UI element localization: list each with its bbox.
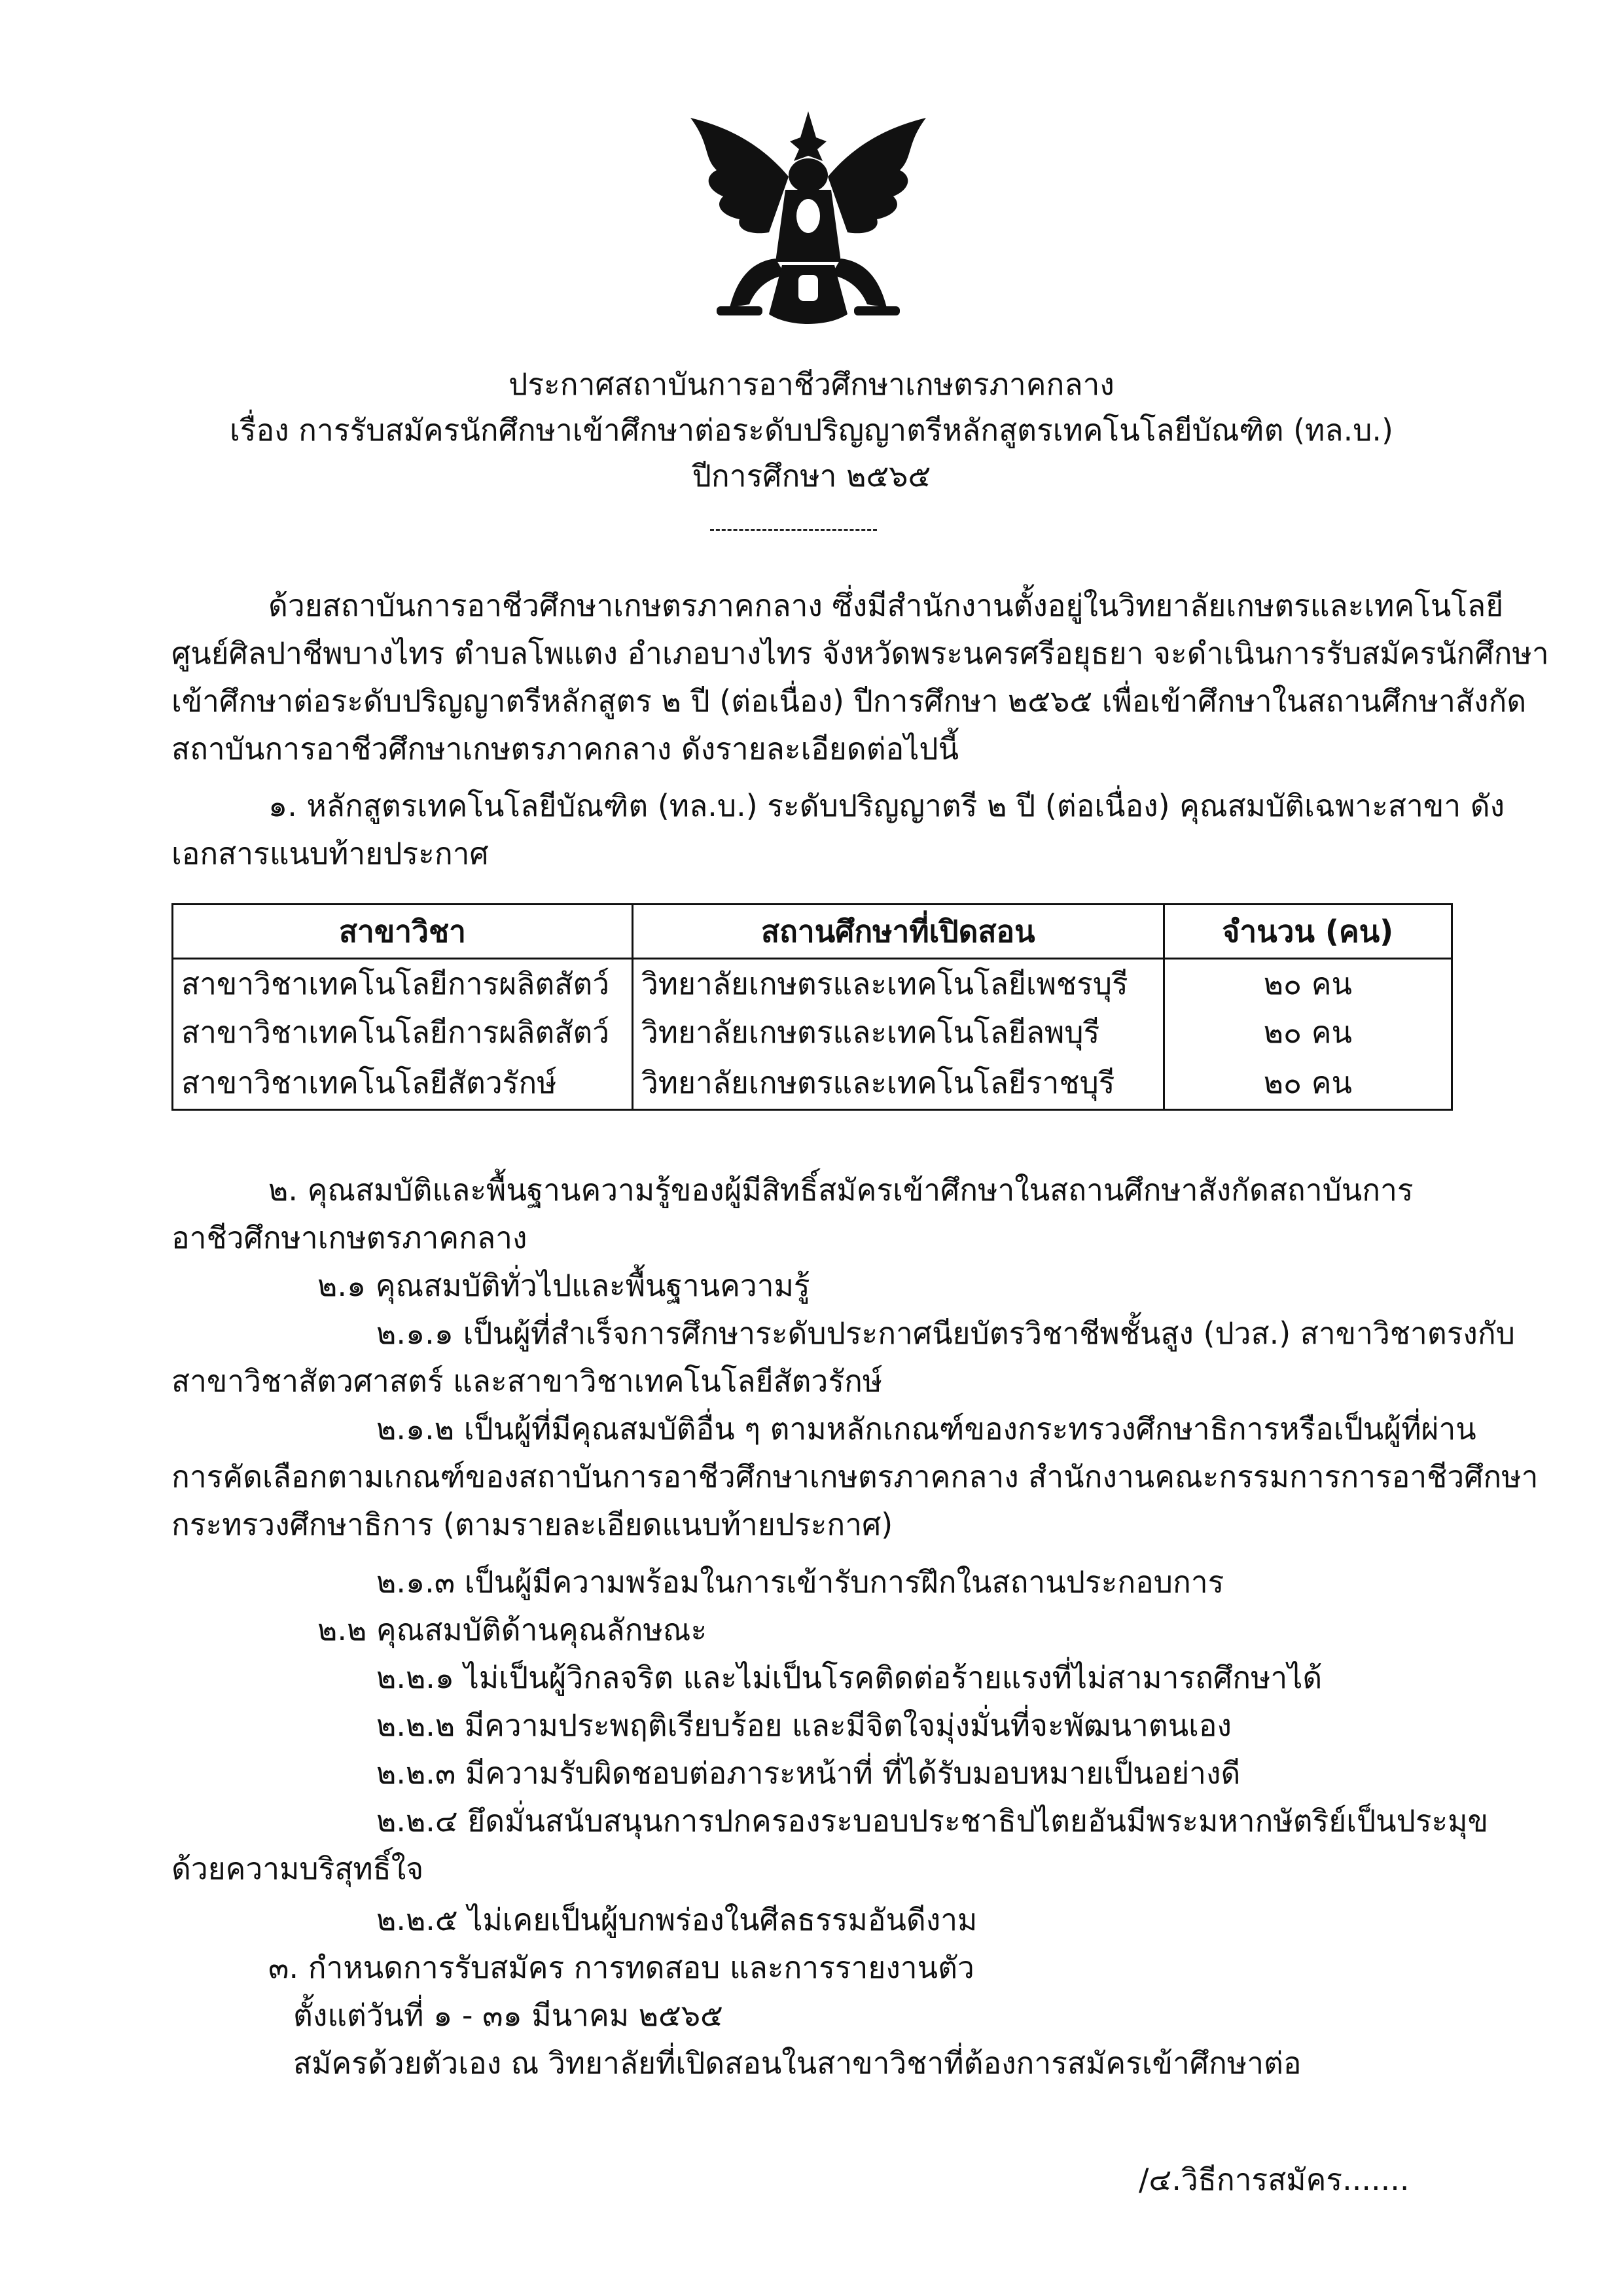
- continuation-note: /๔.วิธีการสมัคร.......: [1139, 2162, 1410, 2197]
- table-row: [173, 1008, 1452, 1056]
- section2-line: อาชีวศึกษาเกษตรภาคกลาง: [171, 1220, 527, 1255]
- item-line: ๒.๑.๓ เป็นผู้มีความพร้อมในการเข้ารับการฝึกในสถานประกอบการ: [376, 1564, 1224, 1600]
- application-dates: ตั้งแต่วันที่ ๑ - ๓๑ มีนาคม ๒๕๖๕: [293, 1998, 723, 2033]
- item-line: ๒.๒.๑ ไม่เป็นผู้วิกลจริต และไม่เป็นโรคติดต่อร้ายแรงที่ไม่สามารถศึกษาได้: [376, 1660, 1323, 1695]
- header-major: สาขาวิชา: [173, 905, 633, 959]
- subsection-heading: ๒.๒ คุณสมบัติด้านคุณลักษณะ: [317, 1612, 707, 1647]
- intro-line: ศูนย์ศิลปาชีพบางไทร ตำบลโพแตง อำเภอบางไทร จังหวัดพระนครศรีอยุธยา จะดำเนินการรับสมัครนักศึกษา: [171, 636, 1549, 671]
- cell-institution: วิทยาลัยเกษตรและเทคโนโลยีเพชรบุรี: [632, 959, 1164, 1009]
- cell-major: สาขาวิชาเทคโนโลยีสัตวรักษ์: [173, 1056, 633, 1110]
- item-line: การคัดเลือกตามเกณฑ์ของสถาบันการอาชีวศึกษาเกษตรภาคกลาง สำนักงานคณะกรรมการการอาชีวศึกษา: [171, 1459, 1539, 1494]
- cell-institution: วิทยาลัยเกษตรและเทคโนโลยีลพบุรี: [632, 1008, 1164, 1056]
- header-institution: สถานศึกษาที่เปิดสอน: [632, 905, 1164, 959]
- cell-quota: ๒๐ คน: [1164, 1056, 1452, 1110]
- item-line: ๒.๒.๔ ยึดมั่นสนับสนุนการปกครองระบอบประชาธิปไตยอันมีพระมหากษัตริย์เป็นประมุข: [376, 1803, 1489, 1839]
- item-line: ๒.๑.๑ เป็นผู้ที่สำเร็จการศึกษาระดับประกาศนียบัตรวิชาชีพชั้นสูง (ปวส.) สาขาวิชาตรงกับ: [376, 1316, 1515, 1351]
- header-quota: จำนวน (คน): [1164, 905, 1452, 959]
- intro-line: ด้วยสถาบันการอาชีวศึกษาเกษตรภาคกลาง ซึ่งมีสำนักงานตั้งอยู่ในวิทยาลัยเกษตรและเทคโนโลยี: [268, 588, 1504, 623]
- item-line: ๒.๒.๒ มีความประพฤติเรียบร้อย และมีจิตใจมุ่งมั่นที่จะพัฒนาตนเอง: [376, 1708, 1232, 1743]
- section3-heading: ๓. กำหนดการรับสมัคร การทดสอบ และการรายงานตัว: [268, 1950, 974, 1985]
- section2-heading: ๒. คุณสมบัติและพื้นฐานความรู้ของผู้มีสิทธิ์สมัครเข้าศึกษาในสถานศึกษาสังกัดสถาบันการ: [268, 1172, 1414, 1208]
- cell-institution: วิทยาลัยเกษตรและเทคโนโลยีราชบุรี: [632, 1056, 1164, 1110]
- item-line: ๒.๒.๓ มีความรับผิดชอบต่อภาระหน้าที่ ที่ได้รับมอบหมายเป็นอย่างดี: [376, 1755, 1241, 1791]
- item-line: สาขาวิชาสัตวศาสตร์ และสาขาวิชาเทคโนโลยีสัตวรักษ์: [171, 1363, 883, 1399]
- garuda-emblem-icon: [677, 98, 939, 340]
- cell-major: สาขาวิชาเทคโนโลยีการผลิตสัตว์: [173, 959, 633, 1009]
- academic-year: ปีการศึกษา ๒๕๖๕: [692, 458, 931, 493]
- intro-line: สถาบันการอาชีวศึกษาเกษตรภาคกลาง ดังรายละเอียดต่อไปนี้: [171, 731, 959, 766]
- cell-major: สาขาวิชาเทคโนโลยีการผลิตสัตว์: [173, 1008, 633, 1056]
- table-row: [173, 959, 1452, 1009]
- announcement-subject: เรื่อง การรับสมัครนักศึกษาเข้าศึกษาต่อระดับปริญญาตรีหลักสูตรเทคโนโลยีบัณฑิต (ทล.บ.): [230, 412, 1393, 448]
- header-divider: [710, 529, 877, 531]
- subsection-heading: ๒.๑ คุณสมบัติทั่วไปและพื้นฐานความรู้: [317, 1268, 810, 1303]
- table-row: [173, 1056, 1452, 1110]
- item-line: ๒.๑.๒ เป็นผู้ที่มีคุณสมบัติอื่น ๆ ตามหลักเกณฑ์ของกระทรวงศึกษาธิการหรือเป็นผู้ที่ผ่าน: [376, 1411, 1476, 1446]
- item-line: กระทรวงศึกษาธิการ (ตามรายละเอียดแนบท้ายประกาศ): [171, 1507, 893, 1542]
- application-location: สมัครด้วยตัวเอง ณ วิทยาลัยที่เปิดสอนในสาขาวิชาที่ต้องการสมัครเข้าศึกษาต่อ: [293, 2045, 1302, 2081]
- intro-line: เข้าศึกษาต่อระดับปริญญาตรีหลักสูตร ๒ ปี (ต่อเนื่อง) ปีการศึกษา ๒๕๖๕ เพื่อเข้าศึกษาในสถานศึกษาสังกัด: [171, 683, 1527, 719]
- cell-quota: ๒๐ คน: [1164, 1008, 1452, 1056]
- section1-line: ๑. หลักสูตรเทคโนโลยีบัณฑิต (ทล.บ.) ระดับปริญญาตรี ๒ ปี (ต่อเนื่อง) คุณสมบัติเฉพาะสาขา ดัง: [268, 788, 1505, 823]
- table-header-row: [173, 905, 1452, 959]
- announcement-title: ประกาศสถาบันการอาชีวศึกษาเกษตรภาคกลาง: [508, 367, 1115, 402]
- majors-table: [171, 903, 1453, 1111]
- cell-quota: ๒๐ คน: [1164, 959, 1452, 1009]
- item-line: ๒.๒.๕ ไม่เคยเป็นผู้บกพร่องในศีลธรรมอันดีงาม: [376, 1902, 978, 1937]
- item-line: ด้วยความบริสุทธิ์ใจ: [171, 1851, 424, 1886]
- section1-line: เอกสารแนบท้ายประกาศ: [171, 836, 489, 871]
